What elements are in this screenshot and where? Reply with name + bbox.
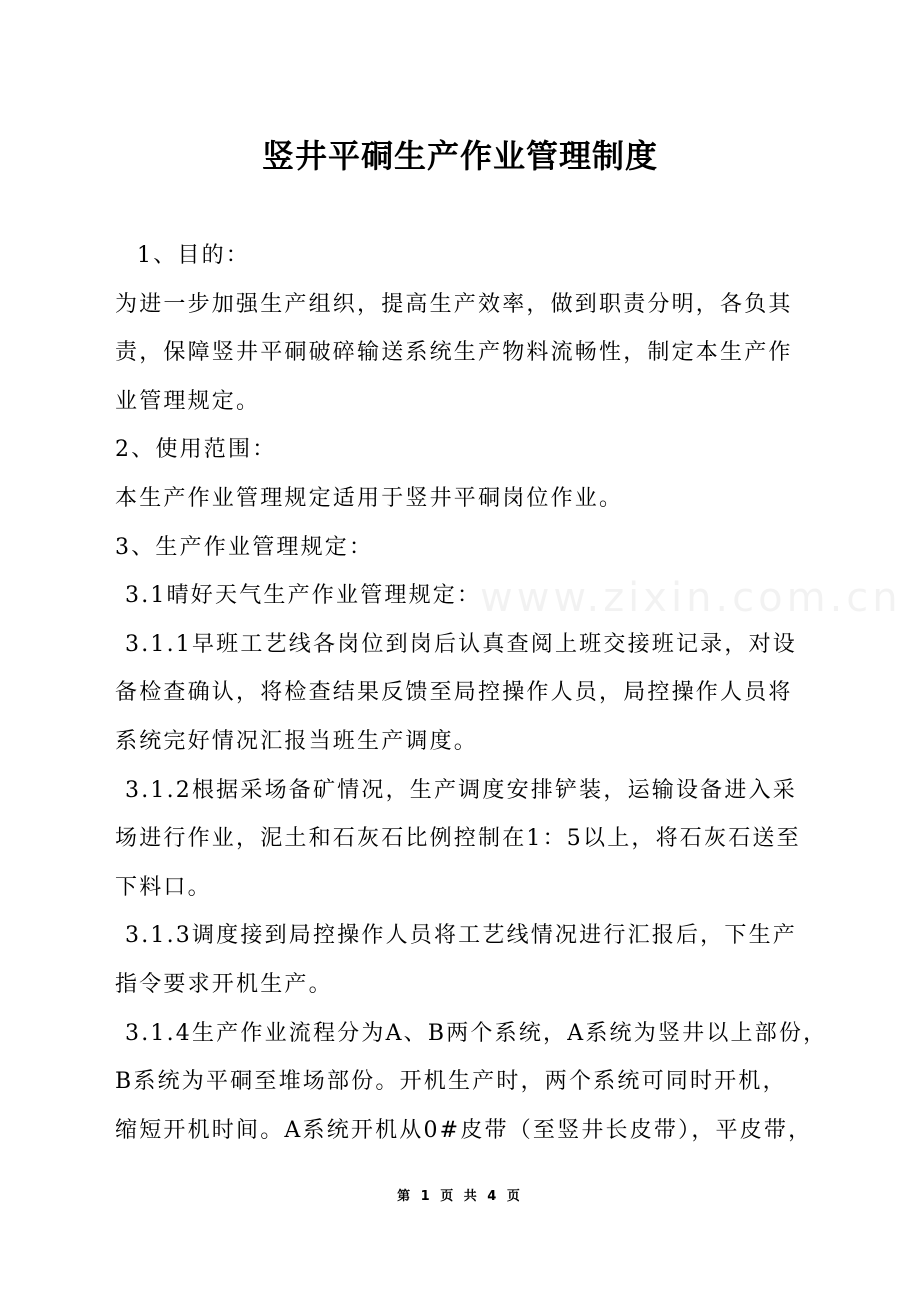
section-heading-rules: 3、生产作业管理规定：	[115, 534, 374, 560]
section-heading-purpose: 1、目的：	[137, 243, 250, 268]
paragraph-line: 责，保障竖井平硐破碎输送系统生产物料流畅性，制定本生产作	[115, 340, 793, 366]
paragraph-line: 3.1.2根据采场备矿情况，生产调度安排铲装，运输设备进入采	[125, 777, 797, 803]
paragraph-line: 下料口。	[115, 874, 212, 900]
document-title: 竖井平硐生产作业管理制度	[261, 137, 658, 175]
paragraph-line: B系统为平硐至堆场部份。开机生产时，两个系统可同时开机，	[115, 1069, 787, 1095]
paragraph-line: 本生产作业管理规定适用于竖井平硐岗位作业。	[115, 485, 624, 511]
watermark: www.zixin.com.cn	[480, 575, 902, 621]
section-heading-scope: 2、使用范围：	[115, 437, 277, 463]
paragraph-line: 系统完好情况汇报当班生产调度。	[115, 728, 479, 754]
subsection-heading: 3.1晴好天气生产作业管理规定：	[125, 583, 482, 609]
paragraph-line: 备检查确认，将检查结果反馈至局控操作人员，局控操作人员将	[115, 680, 793, 706]
paragraph-line: 场进行作业，泥土和石灰石比例控制在1：5以上，将石灰石送至	[115, 826, 801, 852]
document-body	[115, 232, 828, 1155]
paragraph-line: 缩短开机时间。A系统开机从0#皮带（至竖井长皮带），平皮带，	[115, 1117, 813, 1143]
paragraph-line: 指令要求开机生产。	[115, 971, 333, 997]
page-footer: 第 1 页 共 4 页	[397, 1189, 523, 1204]
paragraph-line: 3.1.1早班工艺线各岗位到岗后认真查阅上班交接班记录，对设	[125, 631, 797, 657]
paragraph-line: 3.1.4生产作业流程分为A、B两个系统，A系统为竖井以上部份，	[125, 1020, 828, 1046]
paragraph-line: 业管理规定。	[115, 388, 261, 414]
paragraph-line: 为进一步加强生产组织，提高生产效率，做到职责分明，各负其	[115, 291, 793, 317]
paragraph-line: 3.1.3调度接到局控操作人员将工艺线情况进行汇报后，下生产	[125, 923, 797, 949]
